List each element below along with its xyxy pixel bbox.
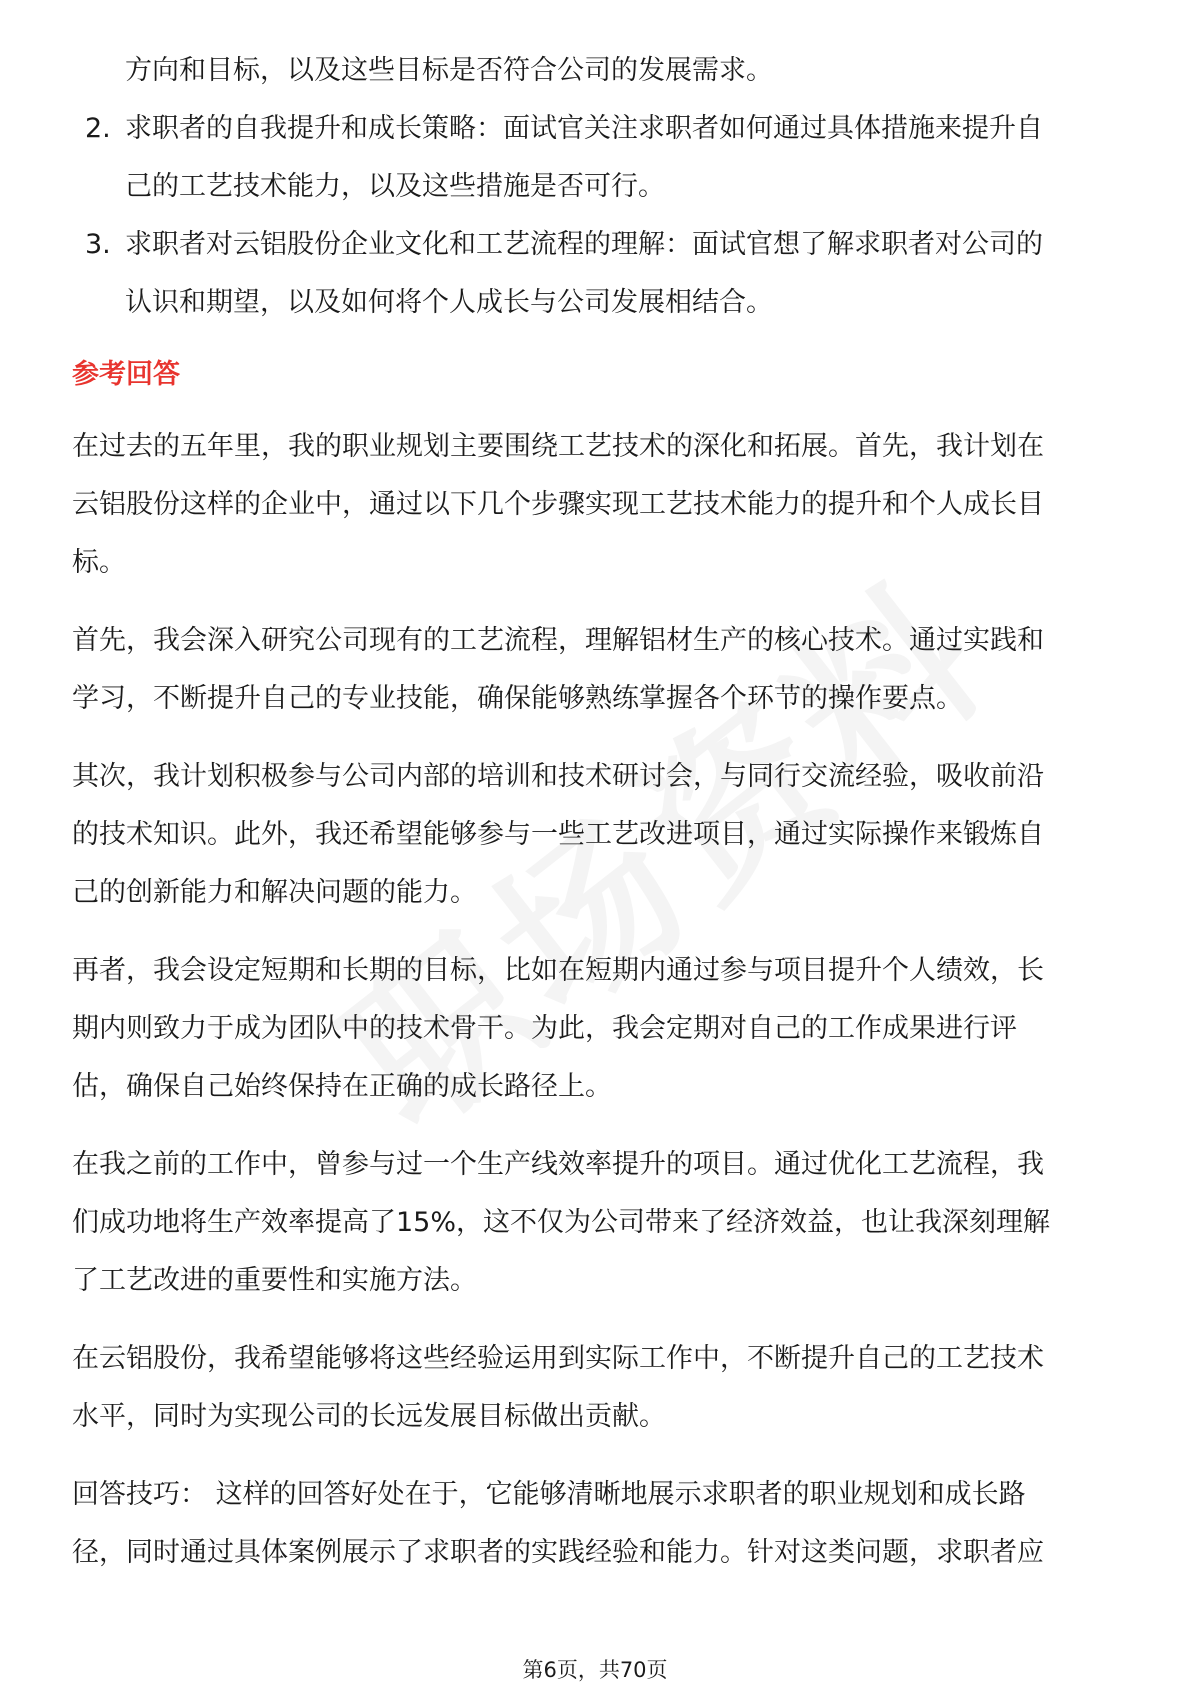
paragraph-line: 们成功地将生产效率提高了15%，这不仅为公司带来了经济效益，也让我深刻理解 xyxy=(72,1207,1051,1238)
paragraph xyxy=(72,612,1122,728)
paragraph-line: 己的创新能力和解决问题的能力。 xyxy=(72,877,477,908)
paragraph-line: 了工艺改进的重要性和实施方法。 xyxy=(72,1265,477,1296)
paragraph-line: 回答技巧： 这样的回答好处在于，它能够清晰地展示求职者的职业规划和成长路 xyxy=(72,1479,1026,1510)
list-item-text: 求职者的自我提升和成长策略：面试官关注求职者如何通过具体措施来提升自 xyxy=(125,113,1043,144)
list-item xyxy=(72,216,1122,332)
page-content xyxy=(72,42,1122,1582)
section-title: 参考回答 xyxy=(72,359,180,390)
list-item xyxy=(72,100,1122,216)
paragraph xyxy=(72,418,1122,592)
paragraph-line: 估，确保自己始终保持在正确的成长路径上。 xyxy=(72,1071,612,1102)
list-item-continuation: 方向和目标，以及这些目标是否符合公司的发展需求。 xyxy=(125,55,773,86)
spacer xyxy=(72,1446,1122,1466)
list-item-line: 己的工艺技术能力，以及这些措施是否可行。 xyxy=(125,171,665,202)
paragraph-line: 径，同时通过具体案例展示了求职者的实践经验和能力。针对这类问题，求职者应 xyxy=(72,1537,1044,1568)
paragraph-line: 水平，同时为实现公司的长远发展目标做出贡献。 xyxy=(72,1401,666,1432)
spacer xyxy=(72,332,1122,346)
list-item-number: 2. xyxy=(85,113,111,144)
paragraph-line: 再者，我会设定短期和长期的目标，比如在短期内通过参与项目提升个人绩效，长 xyxy=(72,955,1044,986)
paragraph xyxy=(72,1330,1122,1446)
paragraph xyxy=(72,748,1122,922)
paragraph-line: 在过去的五年里，我的职业规划主要围绕工艺技术的深化和拓展。首先，我计划在 xyxy=(72,431,1044,462)
list-item-line xyxy=(72,216,1122,274)
paragraph-line: 标。 xyxy=(72,547,126,578)
spacer xyxy=(72,1310,1122,1330)
list-item-text: 求职者对云铝股份企业文化和工艺流程的理解：面试官想了解求职者对公司的 xyxy=(125,229,1043,260)
list-item-line: 认识和期望，以及如何将个人成长与公司发展相结合。 xyxy=(125,287,773,318)
spacer xyxy=(72,404,1122,418)
spacer xyxy=(72,922,1122,942)
paragraph-line: 学习，不断提升自己的专业技能，确保能够熟练掌握各个环节的操作要点。 xyxy=(72,683,963,714)
paragraph xyxy=(72,1136,1122,1310)
spacer xyxy=(72,728,1122,748)
spacer xyxy=(72,592,1122,612)
paragraph-line: 在我之前的工作中，曾参与过一个生产线效率提升的项目。通过优化工艺流程，我 xyxy=(72,1149,1044,1180)
list-item-number: 3. xyxy=(85,229,111,260)
paragraph xyxy=(72,1466,1122,1582)
paragraph-line: 其次，我计划积极参与公司内部的培训和技术研讨会，与同行交流经验，吸收前沿 xyxy=(72,761,1044,792)
spacer xyxy=(72,1116,1122,1136)
paragraph-line: 在云铝股份，我希望能够将这些经验运用到实际工作中，不断提升自己的工艺技术 xyxy=(72,1343,1044,1374)
paragraph xyxy=(72,942,1122,1116)
page-number-footer: 第6页，共70页 xyxy=(522,1658,668,1682)
paragraph-line: 云铝股份这样的企业中，通过以下几个步骤实现工艺技术能力的提升和个人成长目 xyxy=(72,489,1044,520)
paragraph-line: 首先，我会深入研究公司现有的工艺流程，理解铝材生产的核心技术。通过实践和 xyxy=(72,625,1044,656)
paragraph-line: 期内则致力于成为团队中的技术骨干。为此，我会定期对自己的工作成果进行评 xyxy=(72,1013,1017,1044)
list-item-line xyxy=(72,100,1122,158)
paragraph-line: 的技术知识。此外，我还希望能够参与一些工艺改进项目，通过实际操作来锻炼自 xyxy=(72,819,1044,850)
